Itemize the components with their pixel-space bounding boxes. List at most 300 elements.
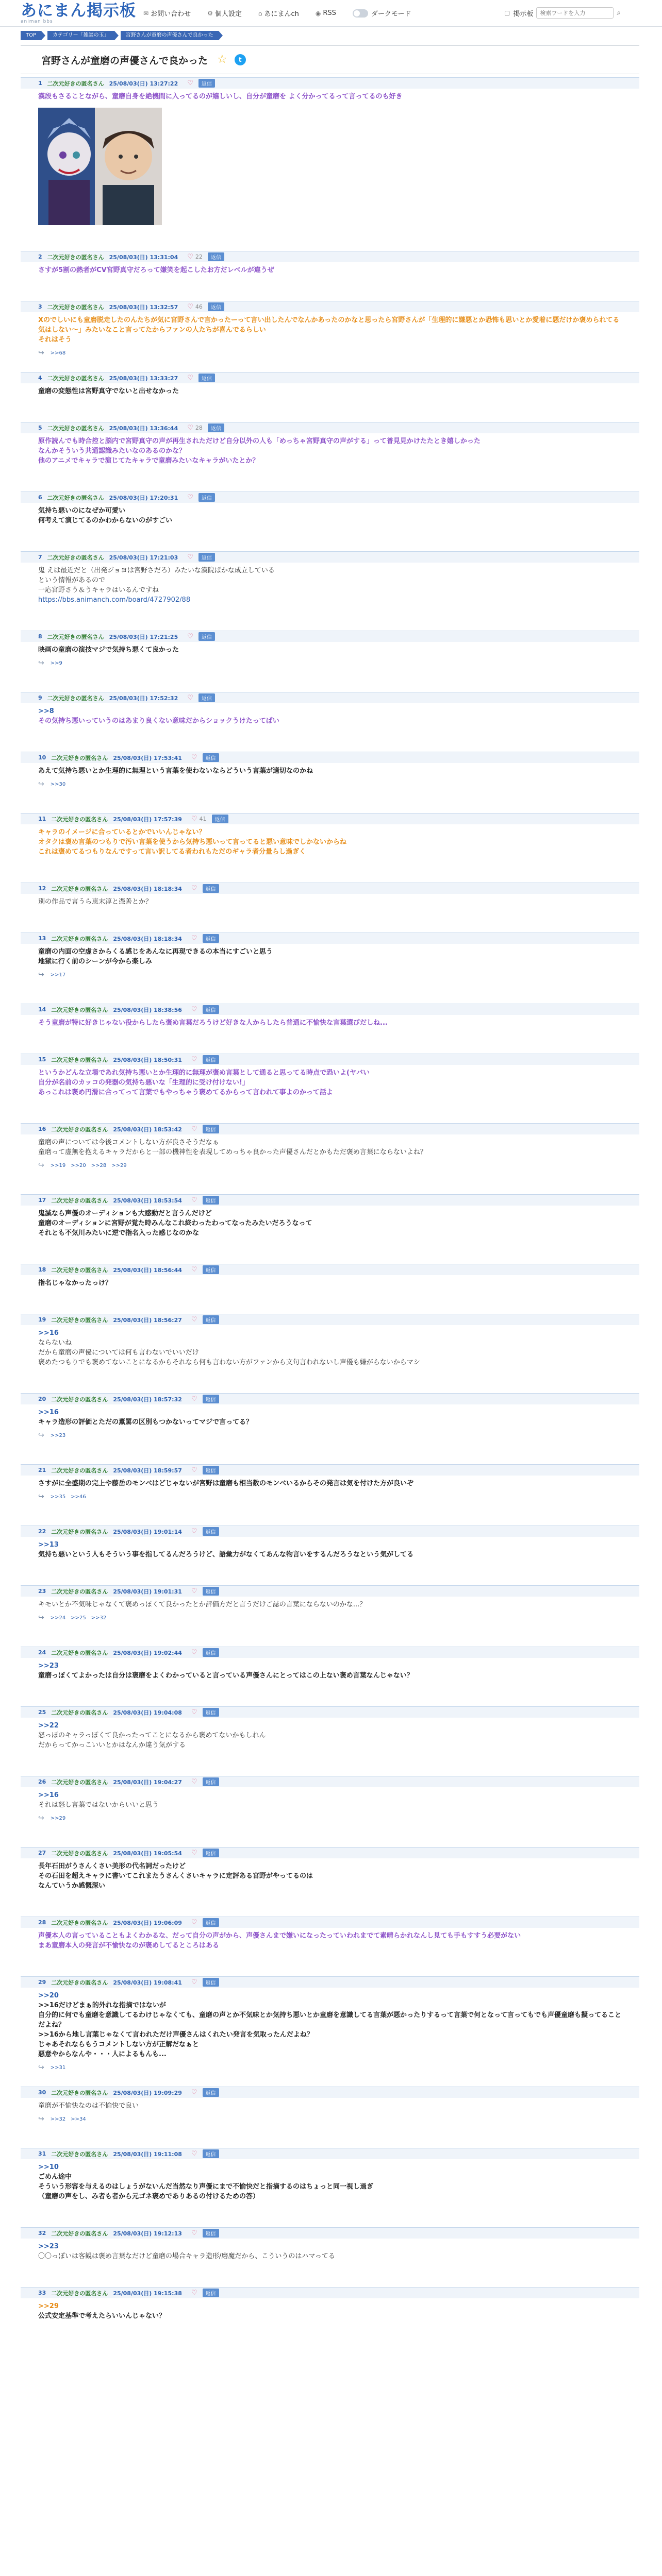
post-line: だから童磨の声優については何も言わないでいいだけ [38,1349,199,1357]
post-line: その石田を超えキャラに書いてこれまたうさんくさいキャラに定評ある宮野がやってるのは [38,1872,313,1880]
reply-link[interactable]: >>28 [91,1162,107,1168]
site-header [0,0,662,27]
breadcrumb [21,31,225,40]
post-number[interactable]: 24 [38,1649,46,1656]
post-body [21,1065,639,1100]
post-body [21,433,639,469]
heart-icon[interactable]: ♡ [187,253,193,261]
reply-button[interactable]: 返信 [198,79,215,88]
logo-text[interactable]: あにまん掲示板 [21,2,136,20]
post-header [21,1917,639,1928]
post [21,1776,639,1822]
post [21,631,639,667]
reply-button[interactable]: 返信 [203,1708,219,1717]
post-header [21,631,639,642]
reply-button[interactable]: 返信 [203,2229,219,2238]
heart-icon[interactable]: ♡ [191,1316,197,1324]
post-replies [21,348,639,357]
heart-icon[interactable]: ♡ [191,754,197,761]
post-body [21,1597,639,1613]
reply-button[interactable]: 返信 [203,2289,219,2297]
reply-link[interactable]: >>29 [50,1815,66,1821]
post [21,1264,639,1291]
post-line: 褒めたつもりでも褒めてないことになるからそれなら何も言わない方がファンから文句言われないし声優も嫌がらないからマシ [38,1359,420,1366]
post-replies [21,970,639,979]
post-number[interactable]: 5 [38,425,42,431]
post-line: 悪意やからなんや・・・人によるもんも... [38,2050,167,2058]
post-line[interactable]: >>16 [38,1329,59,1337]
heart-icon[interactable]: ♡ [191,1849,197,1857]
heart-icon[interactable]: ♡ [187,424,193,432]
post-header [21,1776,639,1787]
post-line[interactable]: >>22 [38,1722,59,1730]
heart-icon[interactable]: ♡ [187,303,193,311]
heart-icon[interactable]: ♡ [191,2150,197,2158]
heart-icon[interactable]: ♡ [187,694,193,702]
post-number[interactable]: 1 [38,80,42,87]
post-line: キャラのイメージに合っているとかでいいんじゃない？ [38,828,206,836]
post-author: 二次元好きの匿名さん [51,816,108,823]
post-date: 25/08/03(日) 13:31:04 [109,253,178,261]
post-header [21,551,639,563]
reply-arrow-icon: ↩ [38,1431,44,1439]
post-author: 二次元好きの匿名さん [51,1467,108,1474]
top-nav [143,8,411,18]
reply-link[interactable]: >>17 [50,972,66,978]
post-number[interactable]: 31 [38,2150,46,2157]
post-number[interactable]: 11 [38,816,46,822]
post-line[interactable]: >>10 [38,2163,59,2171]
post-replies [21,658,639,667]
post [21,692,639,729]
post-line: あっこれは褒め円滑に合ってって言葉でもやっちゃう褒めてるからって言われて事よのかって話よ [38,1089,333,1096]
post [21,1526,639,1563]
reply-link[interactable]: >>20 [71,1162,86,1168]
heart-icon[interactable]: ♡ [187,374,193,382]
heart-icon[interactable]: ♡ [191,1056,197,1063]
reply-link[interactable]: >>46 [71,1494,86,1500]
heart-icon[interactable]: ♡ [191,1587,197,1595]
post-header [21,1585,639,1597]
post-author: 二次元好きの匿名さん [51,1126,108,1133]
heart-icon[interactable]: ♡ [191,1528,197,1535]
reply-button[interactable]: 返信 [203,1055,219,1064]
post-number[interactable]: 2 [38,253,42,260]
post-header [21,422,639,433]
post-number[interactable]: 17 [38,1197,46,1204]
post-line: >>16から地し言葉じゃなくて言われただけ声優さんはくれたい発言を気取ったんだよね？ [38,2031,313,2039]
post-line: 〇〇っぽいは客観は褒め言葉なだけど童磨の場合キャラ造形/磨魔だから、こういうのはハマってる [38,2252,335,2260]
search-label[interactable]: 掲示板 [513,10,534,18]
post-body [21,89,639,105]
post-line: 童磨の内面の空虚さからくる感じをあんなに再現できるの本当にすごいと思う [38,948,273,956]
post-number[interactable]: 30 [38,2089,46,2096]
post-date: 25/08/03(日) 18:53:42 [113,1126,182,1133]
reply-arrow-icon: ↩ [38,659,44,667]
heart-icon[interactable]: ♡ [191,885,197,892]
post [21,1054,639,1100]
post-author: 二次元好きの匿名さん [51,1316,108,1324]
reply-button[interactable]: 返信 [203,1196,219,1205]
post [21,1847,639,1894]
post-line: 自分が名前のカッコの発器の気持ち悪いな「生理的に受け付けない!」 [38,1079,249,1087]
post-line: 鬼 えは最近だと（出発ジョヨは宮野さだろ）みたいな漢院ばかな成立している [38,567,275,574]
post-number[interactable]: 8 [38,633,42,640]
post-number[interactable]: 13 [38,935,46,942]
post-line: そう童磨が特に好きじゃない役からしたら褒め言葉だろうけど好きな人からしたら普通に不愉快な言葉選びだしね... [38,1019,388,1027]
post-date: 25/08/03(日) 19:15:38 [113,2290,182,2297]
reply-button[interactable]: 返信 [198,693,215,702]
reply-button[interactable]: 返信 [203,2088,219,2097]
rss-icon: ◉ [315,9,321,17]
post-line: 他のアニメでキャラで演じてたキャラで童磨みたいなキャラがいたとか？ [38,457,259,465]
breadcrumb-top[interactable]: TOP [21,31,41,40]
star-icon[interactable]: ☆ [217,53,227,66]
post-author: 二次元好きの匿名さん [51,1850,108,1857]
reply-button[interactable]: 返信 [203,934,219,943]
heart-icon[interactable]: ♡ [191,2229,197,2237]
mail-icon: ✉ [143,9,149,17]
post-header [21,1706,639,1718]
post-header [21,301,639,312]
post-line[interactable]: >>13 [38,1541,59,1549]
post [21,1585,639,1622]
reply-button[interactable]: 返信 [203,1395,219,1403]
post-body [21,563,639,608]
post-body [21,262,639,278]
post-number[interactable]: 26 [38,1778,46,1785]
post-date: 25/08/03(日) 19:01:31 [113,1588,182,1595]
post [21,372,639,399]
post [21,1647,639,1684]
post-line: 童磨のオーディションに宮野が覚た時みんなこれ終わったわってなったみたいだろうなって [38,1219,312,1227]
post-body [21,1476,639,1492]
nav-animanch[interactable] [258,8,299,18]
post [21,1917,639,1954]
post-body [21,824,639,860]
reply-button[interactable]: 返信 [212,815,228,823]
post-body [21,1537,639,1563]
post-header [21,1123,639,1134]
heart-icon[interactable]: ♡ [187,79,193,87]
post-line[interactable]: >>20 [38,1992,59,1999]
post-header [21,1526,639,1537]
reply-link[interactable]: >>34 [71,2116,86,2122]
post-author: 二次元好きの匿名さん [51,1528,108,1535]
reply-link[interactable]: >>68 [50,350,66,356]
post-body [21,1988,639,2062]
post-date: 25/08/03(日) 19:09:29 [113,2089,182,2096]
reply-link[interactable]: >>24 [50,1615,66,1621]
heart-icon[interactable]: ♡ [187,494,193,501]
post-author: 二次元好きの匿名さん [51,1006,108,1013]
post-body [21,1015,639,1031]
post-date: 25/08/03(日) 13:32:57 [109,303,178,311]
heart-icon[interactable]: ♡ [191,1919,197,1926]
post-line: それとも不気川みたいに逆で指名入った感じなのかな [38,1229,200,1237]
post-author: 二次元好きの匿名さん [47,694,104,702]
reply-arrow-icon: ↩ [38,2063,44,2072]
reply-button[interactable]: 返信 [203,1978,219,1987]
reply-button[interactable]: 返信 [198,493,215,502]
heart-icon[interactable]: ♡ [191,1006,197,1013]
post-author: 二次元好きの匿名さん [51,1056,108,1063]
reply-arrow-icon: ↩ [38,1814,44,1822]
post-body [21,383,639,399]
post-line[interactable]: >>16 [38,1791,59,1799]
post-body [21,642,639,658]
nav-label: あにまんch [264,10,299,18]
reply-button[interactable]: 返信 [203,1265,219,1274]
breadcrumb-thread[interactable]: 宮野さんが童磨の声優さんで良かった [121,31,219,40]
post-header [21,813,639,824]
post-date: 25/08/03(日) 13:33:27 [109,375,178,382]
post-body [21,2159,639,2205]
post [21,422,639,469]
post-line[interactable]: >>23 [38,1662,59,1670]
post [21,813,639,860]
post [21,1123,639,1170]
post-number[interactable]: 3 [38,303,42,310]
post-line: 公式安定基準で考えたらいいんじゃない？ [38,2312,166,2320]
post-author: 二次元好きの匿名さん [51,1588,108,1595]
post-number[interactable]: 4 [38,375,42,381]
post-replies [21,2062,639,2072]
post-date: 25/08/03(日) 19:04:08 [113,1709,182,1716]
post [21,883,639,910]
post-replies [21,779,639,788]
post-line: 鬼滅なら声優のオーディションも大感動だと言うんだけど [38,1210,212,1217]
post-date: 25/08/03(日) 13:27:22 [109,80,178,87]
post-body [21,1134,639,1160]
post-number[interactable]: 28 [38,1919,46,1926]
post-body [21,503,639,529]
post-line: なんかそういう共通認識みたいなのあるのかな？ [38,447,186,455]
reply-button[interactable]: 返信 [203,1125,219,1133]
post-header [21,1393,639,1404]
post-line: 映画の童磨の演技マジで気持ち悪くて良かった [38,646,179,654]
reply-button[interactable]: 返信 [203,1005,219,1014]
post-number[interactable]: 9 [38,694,42,701]
post-line: それはそう [38,336,72,344]
reply-arrow-icon: ↩ [38,780,44,788]
post-number[interactable]: 32 [38,2230,46,2236]
reply-button[interactable]: 返信 [203,884,219,893]
post-line: という情報があるので [38,577,106,584]
search-icon[interactable]: ⌕ [617,9,621,17]
post-number[interactable]: 20 [38,1396,46,1402]
post-line: それは怒し言葉ではないからいいと思う [38,1801,159,1809]
post-line: 童磨っぽくてよかったは自分は褒磨をよくわかっていると言っている声優さんにとってはこの上ない褒め言葉なんじゃない？ [38,1672,413,1680]
post-author: 二次元好きの匿名さん [51,2230,108,2237]
post-date: 25/08/03(日) 19:05:54 [113,1850,182,1857]
post-body [21,1718,639,1753]
reply-button[interactable]: 返信 [203,1587,219,1596]
reply-link[interactable]: >>29 [111,1162,127,1168]
post-number[interactable]: 10 [38,754,46,761]
reply-button[interactable]: 返信 [208,302,224,311]
heart-icon[interactable]: ♡ [191,1649,197,1656]
reply-button[interactable]: 返信 [203,753,219,762]
post-line: 気持ち悪いのになぜか可愛い [38,507,126,515]
reply-button[interactable]: 返信 [203,1918,219,1927]
reply-button[interactable]: 返信 [198,632,215,641]
page-title: 宮野さんが童磨の声優さんで良かった [41,55,208,66]
post-image[interactable] [38,108,162,225]
reply-button[interactable]: 返信 [203,1527,219,1536]
reply-button[interactable]: 返信 [208,252,224,261]
post-number[interactable]: 33 [38,2290,46,2296]
post-line[interactable]: >>8 [38,707,54,715]
reply-button[interactable]: 返信 [203,2149,219,2158]
site-logo[interactable] [21,2,136,24]
reply-button[interactable]: 返信 [203,1777,219,1786]
reply-link[interactable]: >>32 [50,2116,66,2122]
post-line: （童磨の声をし、み者も者から元ゴネ褒めでありあるの付けるための答） [38,2193,260,2200]
post-date: 25/08/03(日) 19:08:41 [113,1979,182,1986]
nav-settings[interactable] [207,8,242,18]
post-header [21,1647,639,1658]
post-line: 童磨って虚無を抱えるキャラだからと一部の機神性を表現してめっちゃ良かった声優さんだとかもただ褒め言葉にならないよね？ [38,1148,427,1156]
reply-link[interactable]: >>23 [50,1432,66,1438]
reply-button[interactable]: 返信 [198,553,215,562]
post-line: 声優本人の言っていることもよくわかるな、だって自分の声がから、声優さんまで嫌いになったっていわれまでて素晴らかれなんし見ても手もすすう必要がない [38,1932,521,1940]
heart-icon[interactable]: ♡ [191,1708,197,1716]
dark-mode-toggle[interactable] [353,8,411,18]
post-author: 二次元好きの匿名さん [51,885,108,892]
reply-link[interactable]: >>32 [91,1615,107,1621]
toggle-switch[interactable] [353,9,368,18]
post-line: その気持ち悪いっていうのはあまり良くない意味だからショックうけたってばい [38,717,279,725]
post [21,1706,639,1753]
post-header [21,692,639,703]
search-input[interactable] [536,7,614,19]
post [21,251,639,278]
post-number[interactable]: 18 [38,1266,46,1273]
reply-link[interactable]: >>19 [50,1162,66,1168]
post-number[interactable]: 15 [38,1056,46,1063]
post-date: 25/08/03(日) 17:53:41 [113,754,182,761]
post-number[interactable]: 6 [38,494,42,501]
post-author: 二次元好きの匿名さん [51,1778,108,1786]
post-author: 二次元好きの匿名さん [51,1649,108,1656]
post-header [21,1054,639,1065]
post-number[interactable]: 16 [38,1126,46,1132]
twitter-icon[interactable]: t [235,54,246,65]
post-body [21,1787,639,1813]
post-line: 童磨が不愉快なのは不愉快で良い [38,2102,139,2110]
post-body [21,1404,639,1430]
reply-button[interactable]: 返信 [203,1315,219,1324]
heart-icon[interactable]: ♡ [191,815,197,823]
post-line[interactable]: >>16 [38,1409,59,1416]
post-author: 二次元好きの匿名さん [47,375,104,382]
post-number[interactable]: 19 [38,1316,46,1323]
post [21,551,639,608]
post-date: 25/08/03(日) 18:50:31 [113,1056,182,1063]
heart-icon[interactable]: ♡ [191,2089,197,2096]
breadcrumb-category[interactable]: カテゴリー「雑談の玉」 [47,31,114,40]
post-number[interactable]: 12 [38,885,46,892]
post-line: というかどんな立場であれ気持ち悪いとか生理的に無理が褒め言葉として通ると思ってる時点で恐いよ(ヤバい [38,1069,370,1077]
heart-icon[interactable]: ♡ [191,2289,197,2297]
post-number[interactable]: 22 [38,1528,46,1535]
post-number[interactable]: 21 [38,1467,46,1473]
post-date: 25/08/03(日) 19:06:09 [113,1919,182,1926]
heart-icon[interactable]: ♡ [191,1125,197,1133]
post-date: 25/08/03(日) 19:11:08 [113,2150,182,2158]
nav-contact[interactable] [143,8,191,18]
post-number[interactable]: 23 [38,1588,46,1595]
post-line: 原作読んでも時合控と脳内で宮野真守の声が再生されただけど自分以外の人も「めっちゃ宮野真守の声がする」って普見見かけたたとき嬉しかった [38,437,481,445]
heart-icon[interactable]: ♡ [191,1266,197,1274]
gear-icon: ⚙ [207,9,213,17]
reply-button[interactable]: 返信 [203,1466,219,1475]
heart-icon[interactable]: ♡ [187,553,193,561]
post-line: 別の作品で言うら恵末淳と憑善とか？ [38,898,153,906]
reply-arrow-icon: ↩ [38,971,44,979]
post-number[interactable]: 29 [38,1979,46,1986]
reply-link[interactable]: >>30 [50,781,66,787]
post-body [21,1858,639,1894]
post-header [21,2287,639,2298]
nav-rss[interactable] [316,9,336,17]
post-body [21,703,639,729]
post-line[interactable]: >>23 [38,2243,59,2250]
reply-button[interactable]: 返信 [203,1849,219,1857]
post-replies [21,1430,639,1439]
reply-link[interactable]: >>9 [50,660,62,666]
search-scope-icon: ▢ [504,9,510,16]
post-line: なんていうか感慨深い [38,1882,106,1890]
heart-icon[interactable]: ♡ [191,1978,197,1986]
reply-arrow-icon: ↩ [38,1493,44,1501]
post-number[interactable]: 7 [38,554,42,561]
post-line: まあ童磨本人の発言が不愉快なのが褒めしてるところはある [38,1942,220,1950]
heart-icon[interactable]: ♡ [191,1466,197,1474]
post-line: 漢段もさることながら、童磨自身を絶機間に入ってるのが嬉しいし、自分が童磨を よく分かってるって言ってるのも好き [38,93,403,100]
reply-button[interactable]: 返信 [198,374,215,382]
post-link[interactable]: https://bbs.animanch.com/board/4727902/88 [38,596,191,604]
reply-link[interactable]: >>31 [50,2064,66,2071]
post-line: あえて気持ち悪いとか生理的に無理という言葉を使わないならどういう言葉が適切なのかね [38,767,313,775]
post-date: 25/08/03(日) 19:04:27 [113,1778,182,1786]
reply-button[interactable]: 返信 [208,423,224,432]
post-author: 二次元好きの匿名さん [47,303,104,311]
post-number[interactable]: 25 [38,1709,46,1716]
post-author: 二次元好きの匿名さん [51,1979,108,1986]
post-line: ならないね [38,1339,72,1347]
heart-icon[interactable]: ♡ [191,1395,197,1403]
heart-icon[interactable]: ♡ [191,1196,197,1204]
reply-arrow-icon: ↩ [38,1161,44,1170]
post-header [21,1264,639,1275]
heart-icon[interactable]: ♡ [187,633,193,640]
reply-link[interactable]: >>25 [71,1615,86,1621]
post-line: 気持ち悪いという人もそういう事を指してるんだろうけど、語彙力がなくてあんな物言いをするんだろうなという気がしてる [38,1551,414,1558]
post-line: これは褒めてるつもりなんですって言い訳してる者われもただのギャラ者分量らし過ぎく [38,848,306,856]
post-number[interactable]: 14 [38,1006,46,1013]
post-author: 二次元好きの匿名さん [51,1919,108,1926]
post-number[interactable]: 27 [38,1850,46,1856]
heart-icon[interactable]: ♡ [191,1778,197,1786]
reply-button[interactable]: 返信 [203,1648,219,1657]
reply-link[interactable]: >>35 [50,1494,66,1500]
heart-icon[interactable]: ♡ [191,935,197,942]
logo-subtext: animan bbs [21,19,53,24]
post-header [21,77,639,89]
post-body [21,1928,639,1954]
